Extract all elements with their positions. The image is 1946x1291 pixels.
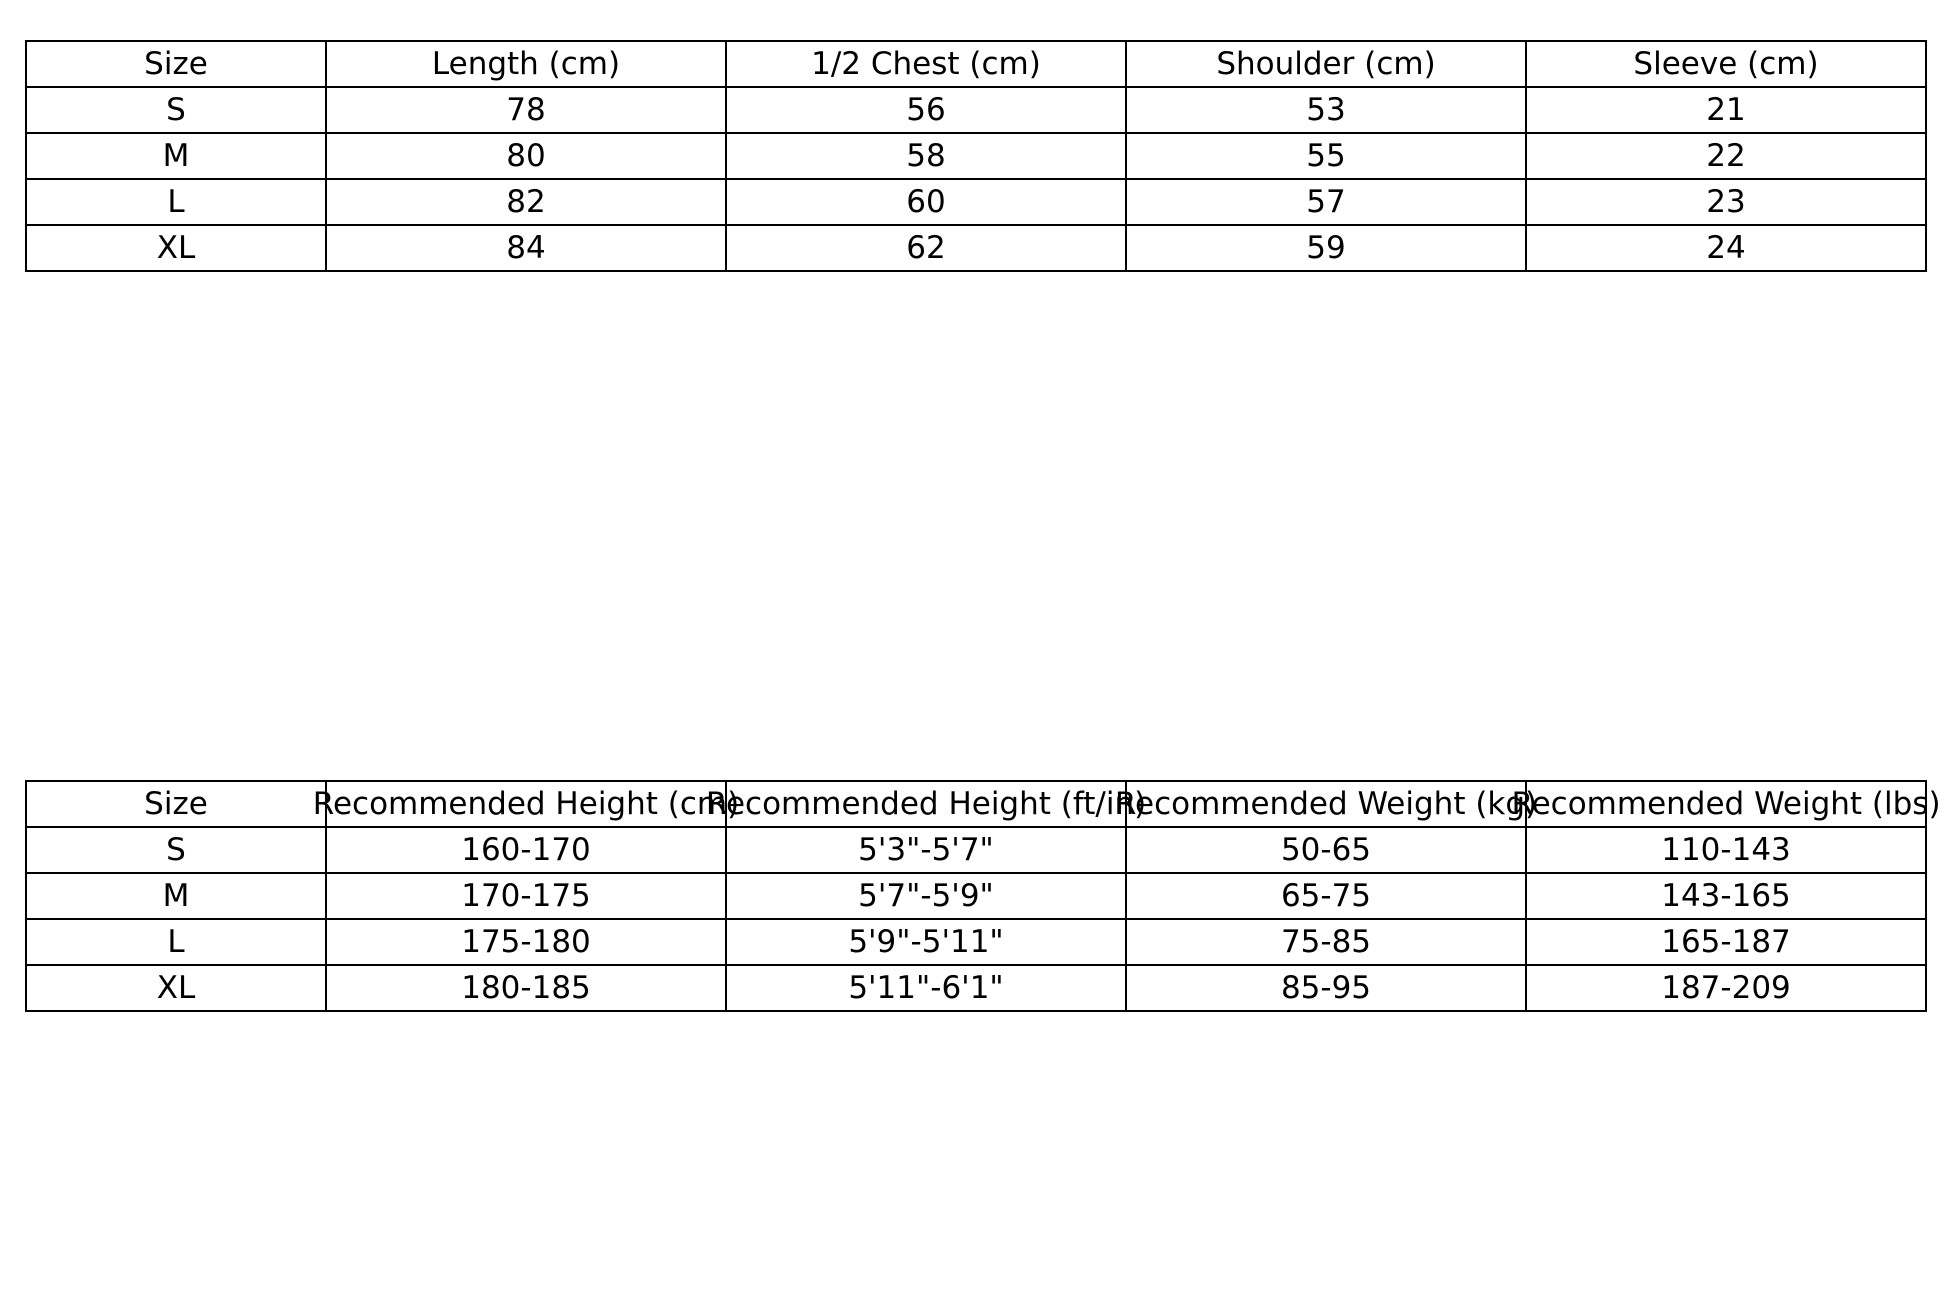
table-row [26, 87, 1926, 133]
cell-sleeve: 23 [1526, 179, 1926, 225]
table-row [26, 827, 1926, 873]
cell-sleeve: 21 [1526, 87, 1926, 133]
column-header-height-cm: Recommended Height (cm) [326, 781, 726, 827]
cell-weight-lbs: 165-187 [1526, 919, 1926, 965]
cell-size: L [26, 919, 326, 965]
column-header-size: Size [26, 781, 326, 827]
cell-size: L [26, 179, 326, 225]
cell-size: M [26, 873, 326, 919]
table-header-row [26, 781, 1926, 827]
cell-shoulder: 55 [1126, 133, 1526, 179]
cell-length: 84 [326, 225, 726, 271]
cell-weight-lbs: 110-143 [1526, 827, 1926, 873]
recommendation-table [25, 780, 1941, 1012]
column-header-shoulder: Shoulder (cm) [1126, 41, 1526, 87]
column-header-weight-lbs: Recommended Weight (lbs) [1526, 781, 1926, 827]
cell-height-cm: 175-180 [326, 919, 726, 965]
table-row [26, 965, 1926, 1011]
cell-height-ftin: 5'3"-5'7" [726, 827, 1126, 873]
cell-half-chest: 58 [726, 133, 1126, 179]
cell-size: S [26, 827, 326, 873]
cell-shoulder: 57 [1126, 179, 1526, 225]
column-header-sleeve: Sleeve (cm) [1526, 41, 1926, 87]
cell-weight-kg: 50-65 [1126, 827, 1526, 873]
cell-size: M [26, 133, 326, 179]
column-header-length: Length (cm) [326, 41, 726, 87]
cell-half-chest: 62 [726, 225, 1126, 271]
table-row [26, 179, 1926, 225]
cell-half-chest: 56 [726, 87, 1126, 133]
measurements-table [25, 40, 1927, 272]
column-header-half-chest: 1/2 Chest (cm) [726, 41, 1126, 87]
column-header-height-ftin: Recommended Height (ft/in) [726, 781, 1126, 827]
cell-height-ftin: 5'7"-5'9" [726, 873, 1126, 919]
column-header-size: Size [26, 41, 326, 87]
cell-size: S [26, 87, 326, 133]
cell-sleeve: 22 [1526, 133, 1926, 179]
cell-height-cm: 160-170 [326, 827, 726, 873]
table-header-row [26, 41, 1926, 87]
cell-weight-kg: 65-75 [1126, 873, 1526, 919]
cell-weight-lbs: 143-165 [1526, 873, 1926, 919]
cell-shoulder: 53 [1126, 87, 1526, 133]
cell-sleeve: 24 [1526, 225, 1926, 271]
cell-length: 78 [326, 87, 726, 133]
cell-height-ftin: 5'9"-5'11" [726, 919, 1126, 965]
cell-weight-kg: 85-95 [1126, 965, 1526, 1011]
cell-height-cm: 180-185 [326, 965, 726, 1011]
cell-weight-kg: 75-85 [1126, 919, 1526, 965]
table-row [26, 133, 1926, 179]
cell-weight-lbs: 187-209 [1526, 965, 1926, 1011]
cell-size: XL [26, 965, 326, 1011]
table-row [26, 919, 1926, 965]
cell-size: XL [26, 225, 326, 271]
table-row [26, 225, 1926, 271]
column-header-weight-kg: Recommended Weight (kg) [1126, 781, 1526, 827]
cell-length: 82 [326, 179, 726, 225]
cell-length: 80 [326, 133, 726, 179]
cell-height-ftin: 5'11"-6'1" [726, 965, 1126, 1011]
cell-half-chest: 60 [726, 179, 1126, 225]
cell-height-cm: 170-175 [326, 873, 726, 919]
cell-shoulder: 59 [1126, 225, 1526, 271]
table-row [26, 873, 1926, 919]
